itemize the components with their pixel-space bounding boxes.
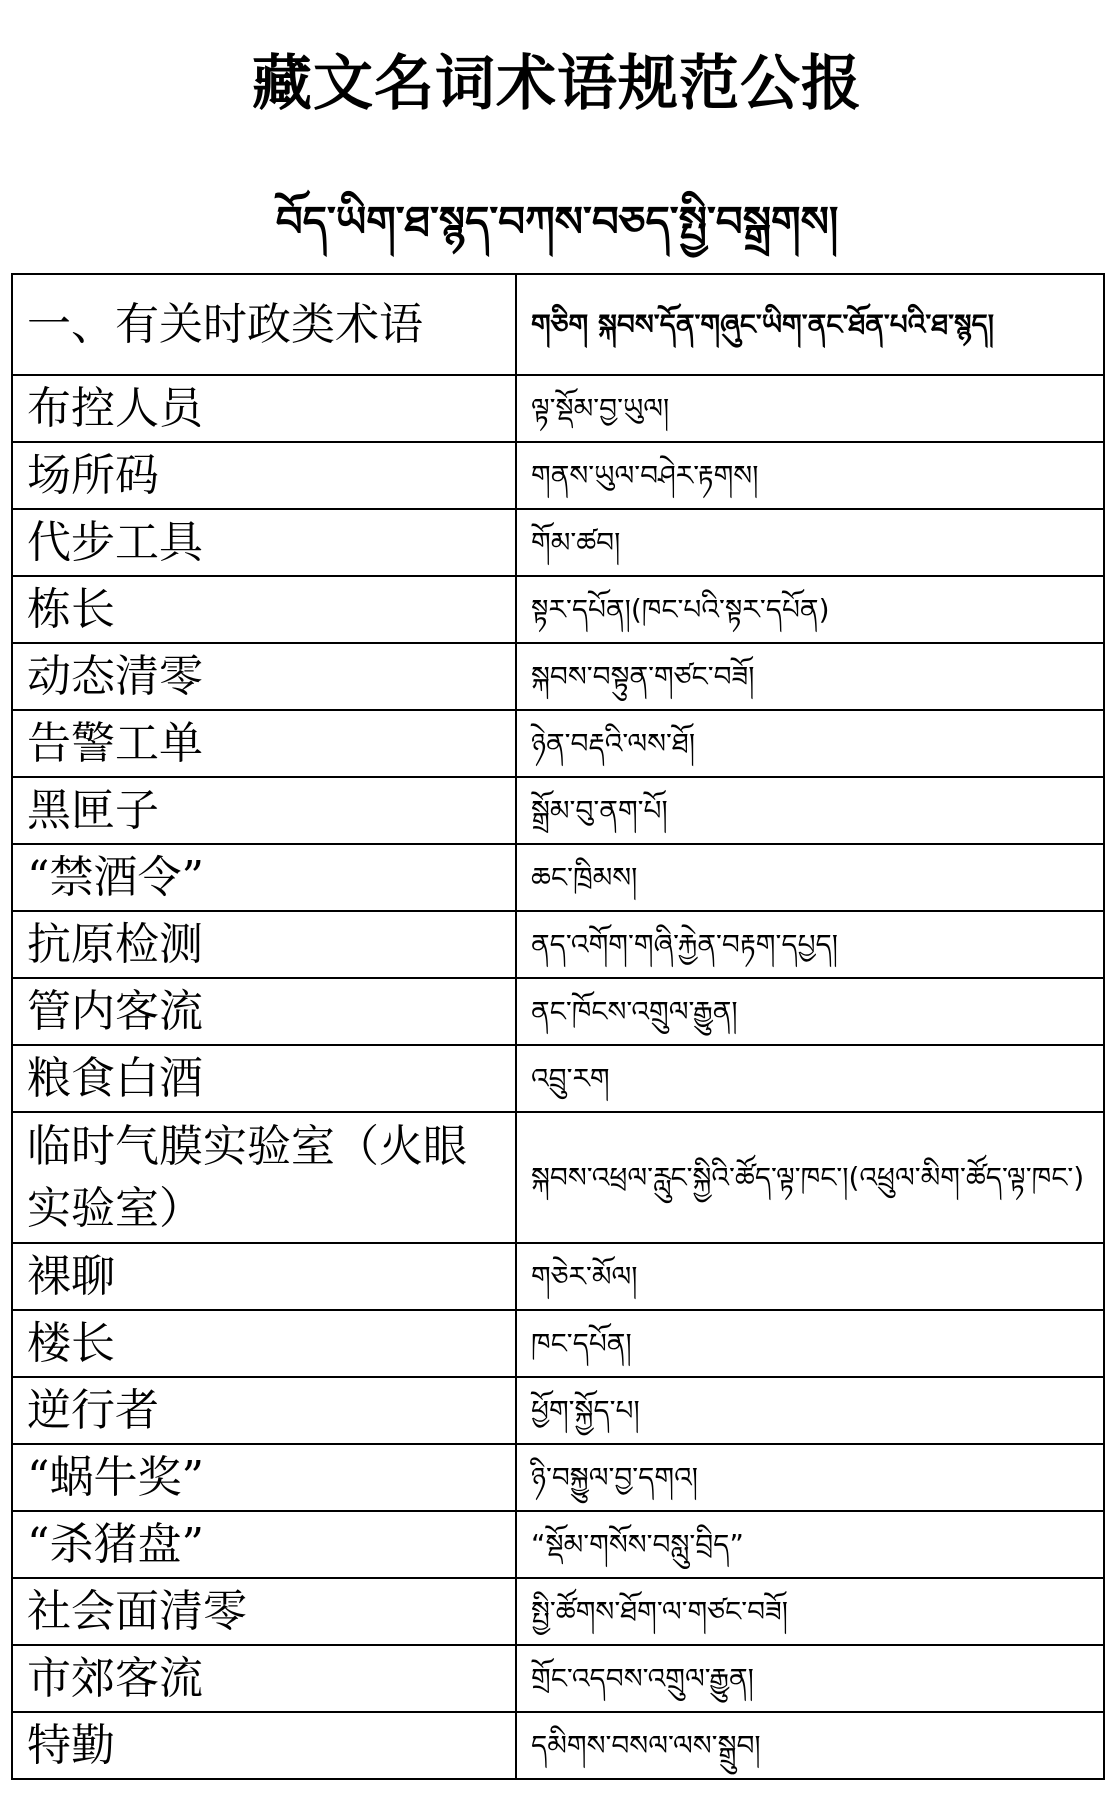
table-row — [12, 375, 1104, 442]
table-header-row — [12, 274, 1104, 375]
term-tibetan-cell: ཉེན་བརྡའི་ལས་ཐོ། — [516, 710, 1104, 777]
term-tibetan-cell: ནད་འགོག་གཞི་རྐྱེན་བརྟག་དཔྱད། — [516, 911, 1104, 978]
term-chinese-cell: 临时气膜实验室（火眼实验室） — [12, 1112, 516, 1243]
table-row — [12, 442, 1104, 509]
term-chinese-cell: 裸聊 — [12, 1243, 516, 1310]
table-row — [12, 1243, 1104, 1310]
term-tibetan-cell: གནས་ཡུལ་བཤེར་རྟགས། — [516, 442, 1104, 509]
terms-table-body — [12, 274, 1104, 1779]
table-row — [12, 1310, 1104, 1377]
table-row — [12, 1377, 1104, 1444]
term-tibetan-cell: སྤྱི་ཚོགས་ཐོག་ལ་གཙང་བཟོ། — [516, 1578, 1104, 1645]
term-tibetan-cell: སྐབས་འཕྲལ་རླུང་སྐྱིའི་ཚོད་ལྟ་ཁང་།(འཕྲུལ་མིག་ཚོད་ལྟ་ཁང་) — [516, 1112, 1104, 1243]
term-chinese-cell: 告警工单 — [12, 710, 516, 777]
term-tibetan-cell: ལྟ་སྡོམ་བྱ་ཡུལ། — [516, 375, 1104, 442]
term-tibetan-cell: ཆང་ཁྲིམས། — [516, 844, 1104, 911]
table-row — [12, 911, 1104, 978]
header-tibetan-cell: གཅིག སྐབས་དོན་གཞུང་ཡིག་ནང་ཐོན་པའི་ཐ་སྙད། — [516, 274, 1104, 375]
term-chinese-cell: “杀猪盘” — [12, 1511, 516, 1578]
document-subtitle: བོད་ཡིག་ཐ་སྙད་བཀས་བཅད་སྤྱི་བསྒྲགས། — [275, 197, 839, 246]
term-chinese-cell: 楼长 — [12, 1310, 516, 1377]
term-chinese-cell: 动态清零 — [12, 643, 516, 710]
term-chinese-cell: 特勤 — [12, 1712, 516, 1779]
term-tibetan-cell: “སྡོམ་གསོས་བསླུ་བྲིད” — [516, 1511, 1104, 1578]
table-row — [12, 777, 1104, 844]
table-row — [12, 978, 1104, 1045]
term-tibetan-cell: གཅེར་མོལ། — [516, 1243, 1104, 1310]
term-chinese-cell: 管内客流 — [12, 978, 516, 1045]
term-chinese-cell: 粮食白酒 — [12, 1045, 516, 1112]
table-row — [12, 1578, 1104, 1645]
table-row — [12, 643, 1104, 710]
term-tibetan-cell: སྒྲོམ་བུ་ནག་པོ། — [516, 777, 1104, 844]
term-tibetan-cell: གོམ་ཚབ། — [516, 509, 1104, 576]
table-row — [12, 1112, 1104, 1243]
term-tibetan-cell: སྐབས་བསྟུན་གཙང་བཟོ། — [516, 643, 1104, 710]
term-chinese-cell: “蜗牛奖” — [12, 1444, 516, 1511]
term-chinese-cell: 黑匣子 — [12, 777, 516, 844]
table-row — [12, 844, 1104, 911]
table-row — [12, 1645, 1104, 1712]
term-chinese-cell: 社会面清零 — [12, 1578, 516, 1645]
table-row — [12, 576, 1104, 643]
term-tibetan-cell: ཕྱོག་སྐྱོད་པ། — [516, 1377, 1104, 1444]
table-row — [12, 1444, 1104, 1511]
term-tibetan-cell: ཉི་བསྐྱུལ་བྱ་དགའ། — [516, 1444, 1104, 1511]
term-chinese-cell: 抗原检测 — [12, 911, 516, 978]
term-chinese-cell: 逆行者 — [12, 1377, 516, 1444]
header-chinese-cell: 一、有关时政类术语 — [12, 274, 516, 375]
term-tibetan-cell: ཁང་དཔོན། — [516, 1310, 1104, 1377]
term-chinese-cell: 栋长 — [12, 576, 516, 643]
table-row — [12, 1511, 1104, 1578]
term-tibetan-cell: ནང་ཁོངས་འགྲུལ་རྒྱུན། — [516, 978, 1104, 1045]
term-chinese-cell: “禁酒令” — [12, 844, 516, 911]
term-chinese-cell: 代步工具 — [12, 509, 516, 576]
term-chinese-cell: 布控人员 — [12, 375, 516, 442]
term-chinese-cell: 市郊客流 — [12, 1645, 516, 1712]
document-title: 藏文名词术语规范公报 — [252, 49, 862, 119]
term-tibetan-cell: འབྲུ་རག — [516, 1045, 1104, 1112]
table-row — [12, 1712, 1104, 1779]
table-row — [12, 509, 1104, 576]
term-chinese-cell: 场所码 — [12, 442, 516, 509]
table-row — [12, 710, 1104, 777]
terms-table — [11, 273, 1105, 1780]
term-tibetan-cell: སྟར་དཔོན།(ཁང་པའི་སྟར་དཔོན) — [516, 576, 1104, 643]
term-tibetan-cell: གྲོང་འདབས་འགྲུལ་རྒྱུན། — [516, 1645, 1104, 1712]
table-row — [12, 1045, 1104, 1112]
term-tibetan-cell: དམིགས་བསལ་ལས་སྒྲུབ། — [516, 1712, 1104, 1779]
